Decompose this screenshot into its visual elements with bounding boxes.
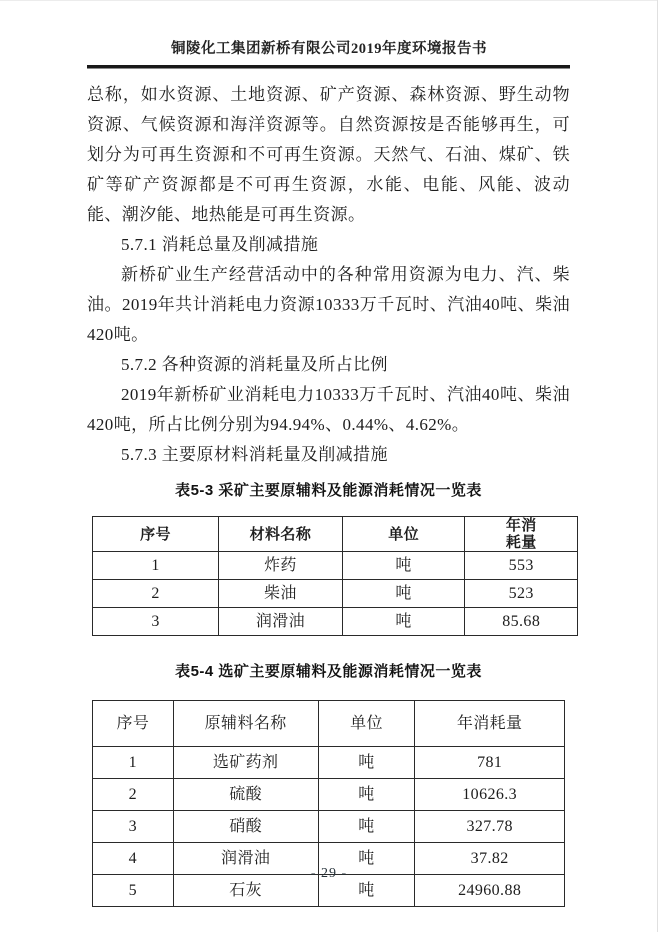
- table-cell: 硫酸: [173, 779, 318, 811]
- mining-consumption-table: [92, 516, 578, 636]
- header-divider-rule: [87, 65, 570, 69]
- table-cell: 85.68: [465, 608, 578, 636]
- table-cell: 石灰: [173, 875, 318, 907]
- column-header: 单位: [342, 517, 465, 552]
- table-cell: 2: [93, 779, 174, 811]
- column-header: 年消耗量: [415, 701, 565, 747]
- page-number: - 29 -: [310, 866, 348, 881]
- table-cell: 1: [93, 552, 219, 580]
- table-header-row: [93, 517, 578, 552]
- section-heading-5-7-2: 5.7.2 各种资源的消耗量及所占比例: [121, 355, 388, 374]
- paragraph-consumption-ratio: 2019年新桥矿业消耗电力10333万千瓦时、汽油40吨、柴油420吨，所占比例分别为94.94%、0.44%、4.62%。: [87, 385, 570, 434]
- section-heading-5-7-3: 5.7.3 主要原材料消耗量及削减措施: [121, 445, 388, 464]
- column-header: 单位: [318, 701, 415, 747]
- table-cell: 吨: [318, 875, 415, 907]
- table-cell: 3: [93, 608, 219, 636]
- table-row: [93, 552, 578, 580]
- table-5-3-caption: 表5-3 采矿主要原辅料及能源消耗情况一览表: [175, 482, 482, 499]
- table-row: [93, 811, 565, 843]
- table-cell: 硝酸: [173, 811, 318, 843]
- table-cell: 吨: [318, 843, 415, 875]
- column-header: 序号: [93, 517, 219, 552]
- table-cell: 吨: [342, 552, 465, 580]
- table-cell: 润滑油: [173, 843, 318, 875]
- table-cell: 吨: [342, 580, 465, 608]
- table-cell: 吨: [342, 608, 465, 636]
- table-cell: 吨: [318, 811, 415, 843]
- table-cell: 炸药: [219, 552, 343, 580]
- table-row: [93, 580, 578, 608]
- column-header: 材料名称: [219, 517, 343, 552]
- table-cell: 3: [93, 811, 174, 843]
- table-5-4-caption: 表5-4 选矿主要原辅料及能源消耗情况一览表: [175, 663, 482, 680]
- table-cell: 523: [465, 580, 578, 608]
- table-header-row: [93, 701, 565, 747]
- paragraph-natural-resources: 总称，如水资源、土地资源、矿产资源、森林资源、野生动物资源、气候资源和海洋资源等。自然资源按是否能够再生，可划分为可再生资源和不可再生资源。天然气、石油、煤矿、铁矿等矿产资源都是不可再生资源，水能、电能、风能、波动能、潮汐能、地热能是可再生资源。: [87, 85, 570, 224]
- document-header-title: 铜陵化工集团新桥有限公司2019年度环境报告书: [171, 41, 487, 57]
- table-cell: 吨: [318, 747, 415, 779]
- table-cell: 选矿药剂: [173, 747, 318, 779]
- table-cell: 5: [93, 875, 174, 907]
- paragraph-consumption-total: 新桥矿业生产经营活动中的各种常用资源为电力、汽、柴油。2019年共计消耗电力资源10333万千瓦时、汽油40吨、柴油420吨。: [87, 265, 570, 344]
- table-row: [93, 608, 578, 636]
- table-cell: 10626.3: [415, 779, 565, 811]
- table-cell: 吨: [318, 779, 415, 811]
- column-header: 年消耗量: [465, 517, 578, 552]
- table-cell: 327.78: [415, 811, 565, 843]
- table-cell: 24960.88: [415, 875, 565, 907]
- document-body: [87, 80, 570, 907]
- column-header: 序号: [93, 701, 174, 747]
- table-cell: 柴油: [219, 580, 343, 608]
- table-row: [93, 747, 565, 779]
- column-header: 原辅料名称: [173, 701, 318, 747]
- table-cell: 1: [93, 747, 174, 779]
- table-cell: 2: [93, 580, 219, 608]
- table-cell: 37.82: [415, 843, 565, 875]
- table-cell: 润滑油: [219, 608, 343, 636]
- table-cell: 4: [93, 843, 174, 875]
- table-row: [93, 779, 565, 811]
- table-cell: 781: [415, 747, 565, 779]
- section-heading-5-7-1: 5.7.1 消耗总量及削减措施: [121, 235, 319, 254]
- table-cell: 553: [465, 552, 578, 580]
